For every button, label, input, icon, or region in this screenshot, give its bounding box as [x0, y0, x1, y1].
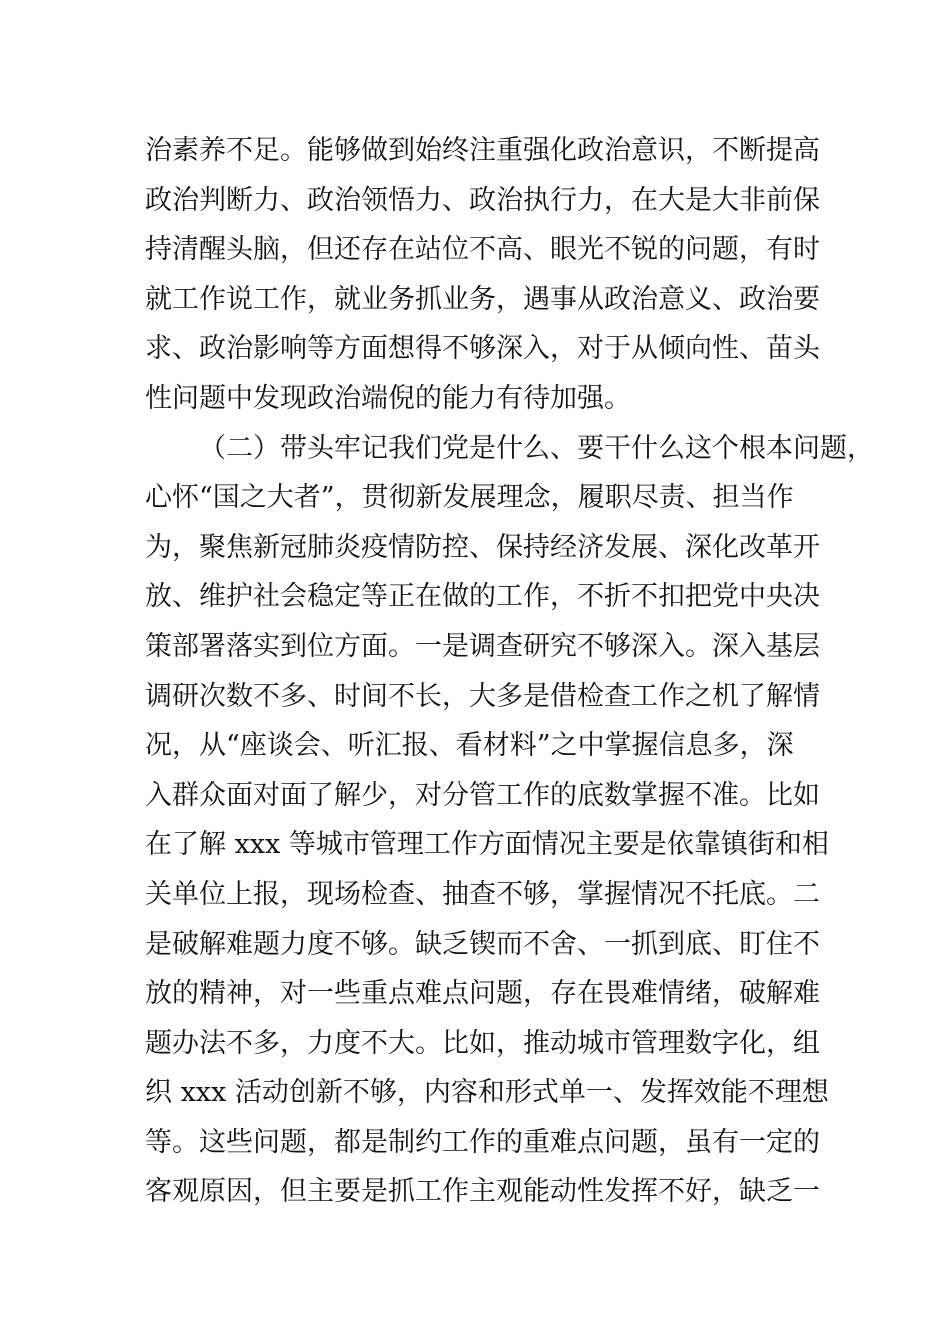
text-line-indented: （二）带头牢记我们党是什么、要干什么这个根本问题，: [199, 432, 874, 464]
text-line: 织 xxx 活动创新不够，内容和形式单一、发挥效能不理想: [145, 1077, 829, 1109]
text-line: 为，聚焦新冠肺炎疫情防控、保持经济发展、深化改革开: [145, 531, 820, 563]
text-line: 等。这些问题，都是制约工作的重难点问题，虽有一定的: [145, 1126, 820, 1158]
text-line: 是破解难题力度不够。缺乏锲而不舍、一抓到底、盯住不: [145, 928, 820, 960]
text-line: 客观原因，但主要是抓工作主观能动性发挥不好，缺乏一: [145, 1176, 820, 1208]
text-line: 放的精神，对一些重点难点问题，存在畏难情绪，破解难: [145, 978, 820, 1010]
text-line: 在了解 xxx 等城市管理工作方面情况主要是依靠镇街和相: [145, 829, 829, 861]
text-line: 就工作说工作，就业务抓业务，遇事从政治意义、政治要: [145, 283, 820, 315]
text-line: 题办法不多，力度不大。比如，推动城市管理数字化，组: [145, 1027, 820, 1059]
text-line: 心怀“国之大者”，贯彻新发展理念，履职尽责、担当作: [145, 482, 794, 514]
text-line: 性问题中发现政治端倪的能力有待加强。: [145, 382, 631, 414]
text-line: 况，从“座谈会、听汇报、看材料”之中掌握信息多，深: [145, 730, 794, 762]
text-line: 治素养不足。能够做到始终注重强化政治意识，不断提高: [145, 135, 820, 166]
paragraph-2: [145, 424, 874, 1218]
text-line: 放、维护社会稳定等正在做的工作，不折不扣把党中央决: [145, 581, 820, 613]
text-line: 持清醒头脑，但还存在站位不高、眼光不锐的问题，有时: [145, 234, 820, 266]
text-line: 政治判断力、政治领悟力、政治执行力，在大是大非前保: [145, 184, 820, 216]
text-line: 策部署落实到位方面。一是调查研究不够深入。深入基层: [145, 630, 820, 662]
text-line: 关单位上报，现场检查、抽查不够，掌握情况不托底。二: [145, 878, 820, 910]
text-line: 求、政治影响等方面想得不够深入，对于从倾向性、苗头: [145, 333, 820, 365]
text-line: 调研次数不多、时间不长，大多是借检查工作之机了解情: [145, 680, 820, 712]
paragraph-1: [145, 126, 820, 424]
text-line: 入群众面对面了解少，对分管工作的底数掌握不准。比如: [145, 779, 820, 811]
body-text: [145, 126, 874, 1217]
